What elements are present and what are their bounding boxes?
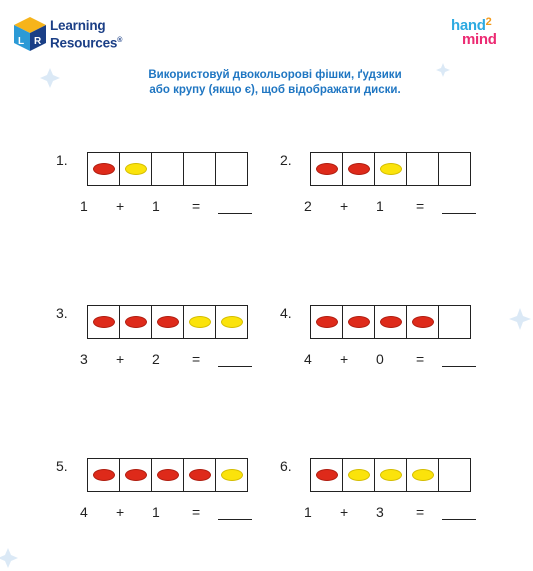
logo-two: 2 xyxy=(485,16,492,28)
star-icon xyxy=(40,68,60,88)
equation xyxy=(304,198,524,218)
red-disc-icon xyxy=(316,469,338,481)
problem-number: 5. xyxy=(56,458,68,474)
frame-cell xyxy=(216,306,247,338)
red-disc-icon xyxy=(125,316,147,328)
addend-2: 0 xyxy=(376,351,384,367)
learning-resources-logo xyxy=(13,14,143,54)
plus-sign: + xyxy=(116,351,125,367)
frame-cell xyxy=(216,459,247,491)
red-disc-icon xyxy=(93,469,115,481)
frame-cell xyxy=(88,306,120,338)
problem-6 xyxy=(280,458,520,548)
addend-1: 4 xyxy=(80,504,88,520)
frame-cell xyxy=(311,459,343,491)
frame-cell xyxy=(120,306,152,338)
frame-cell xyxy=(152,153,184,185)
frame-cell xyxy=(120,153,152,185)
logo-word-learning: Learning xyxy=(50,18,106,33)
addend-1: 1 xyxy=(304,504,312,520)
frame-cell xyxy=(311,306,343,338)
problem-2 xyxy=(280,152,520,242)
yellow-disc-icon xyxy=(125,163,147,175)
red-disc-icon xyxy=(412,316,434,328)
equals-sign: = xyxy=(416,351,425,367)
equals-sign: = xyxy=(416,198,425,214)
logo-word-resources: Resources xyxy=(50,35,118,51)
cube-logo-icon xyxy=(13,16,47,52)
problem-number: 3. xyxy=(56,305,68,321)
problem-number: 6. xyxy=(280,458,292,474)
equals-sign: = xyxy=(192,198,201,214)
five-frame xyxy=(310,152,471,186)
frame-cell xyxy=(152,459,184,491)
frame-cell xyxy=(184,459,216,491)
frame-cell xyxy=(439,306,470,338)
plus-sign: + xyxy=(116,198,125,214)
svg-text:L: L xyxy=(18,36,25,47)
problem-number: 2. xyxy=(280,152,292,168)
addend-2: 1 xyxy=(376,198,384,214)
red-disc-icon xyxy=(157,316,179,328)
answer-blank[interactable] xyxy=(218,366,252,367)
equals-sign: = xyxy=(416,504,425,520)
five-frame xyxy=(310,305,471,339)
equation xyxy=(80,198,300,218)
equals-sign: = xyxy=(192,351,201,367)
red-disc-icon xyxy=(93,163,115,175)
problem-4 xyxy=(280,305,520,395)
svg-text:R: R xyxy=(34,36,42,47)
red-disc-icon xyxy=(348,163,370,175)
yellow-disc-icon xyxy=(189,316,211,328)
red-disc-icon xyxy=(316,163,338,175)
yellow-disc-icon xyxy=(221,469,243,481)
frame-cell xyxy=(375,153,407,185)
answer-blank[interactable] xyxy=(442,213,476,214)
frame-cell xyxy=(88,153,120,185)
plus-sign: + xyxy=(340,351,349,367)
frame-cell xyxy=(184,306,216,338)
frame-cell xyxy=(216,153,247,185)
frame-cell xyxy=(439,459,470,491)
red-disc-icon xyxy=(316,316,338,328)
plus-sign: + xyxy=(340,198,349,214)
equation xyxy=(304,504,524,524)
yellow-disc-icon xyxy=(348,469,370,481)
plus-sign: + xyxy=(340,504,349,520)
addend-1: 4 xyxy=(304,351,312,367)
frame-cell xyxy=(88,459,120,491)
frame-cell xyxy=(407,459,439,491)
red-disc-icon xyxy=(93,316,115,328)
answer-blank[interactable] xyxy=(218,519,252,520)
instructions-line-2: або крупу (якщо є), щоб відображати диски. xyxy=(149,84,401,96)
plus-sign: + xyxy=(116,504,125,520)
frame-cell xyxy=(439,153,470,185)
frame-cell xyxy=(152,306,184,338)
problem-number: 4. xyxy=(280,305,292,321)
addend-2: 1 xyxy=(152,198,160,214)
logo-word-mind: mind xyxy=(462,31,497,48)
frame-cell xyxy=(375,459,407,491)
yellow-disc-icon xyxy=(380,163,402,175)
addend-2: 2 xyxy=(152,351,160,367)
yellow-disc-icon xyxy=(380,469,402,481)
addend-1: 3 xyxy=(80,351,88,367)
hand2mind-logo xyxy=(451,18,523,52)
frame-cell xyxy=(343,153,375,185)
problem-1 xyxy=(56,152,296,242)
problem-number: 1. xyxy=(56,152,68,168)
equals-sign: = xyxy=(192,504,201,520)
red-disc-icon xyxy=(348,316,370,328)
addend-1: 2 xyxy=(304,198,312,214)
red-disc-icon xyxy=(157,469,179,481)
frame-cell xyxy=(343,306,375,338)
five-frame xyxy=(87,458,248,492)
yellow-disc-icon xyxy=(221,316,243,328)
addend-1: 1 xyxy=(80,198,88,214)
yellow-disc-icon xyxy=(412,469,434,481)
answer-blank[interactable] xyxy=(442,366,476,367)
addend-2: 1 xyxy=(152,504,160,520)
addend-2: 3 xyxy=(376,504,384,520)
five-frame xyxy=(87,152,248,186)
logo-word-hand: hand xyxy=(451,17,486,34)
five-frame xyxy=(310,458,471,492)
frame-cell xyxy=(407,153,439,185)
answer-blank[interactable] xyxy=(218,213,252,214)
frame-cell xyxy=(375,306,407,338)
equation xyxy=(304,351,524,371)
frame-cell xyxy=(120,459,152,491)
registered-mark: ® xyxy=(117,37,123,44)
problem-3 xyxy=(56,305,296,395)
instructions-line-1: Використовуй двокольорові фішки, ґудзики xyxy=(148,69,402,81)
red-disc-icon xyxy=(380,316,402,328)
equation xyxy=(80,351,300,371)
problem-5 xyxy=(56,458,296,548)
frame-cell xyxy=(343,459,375,491)
frame-cell xyxy=(311,153,343,185)
five-frame xyxy=(87,305,248,339)
frame-cell xyxy=(184,153,216,185)
red-disc-icon xyxy=(125,469,147,481)
equation xyxy=(80,504,300,524)
frame-cell xyxy=(407,306,439,338)
star-icon xyxy=(0,548,18,568)
red-disc-icon xyxy=(189,469,211,481)
instructions xyxy=(100,68,450,98)
answer-blank[interactable] xyxy=(442,519,476,520)
